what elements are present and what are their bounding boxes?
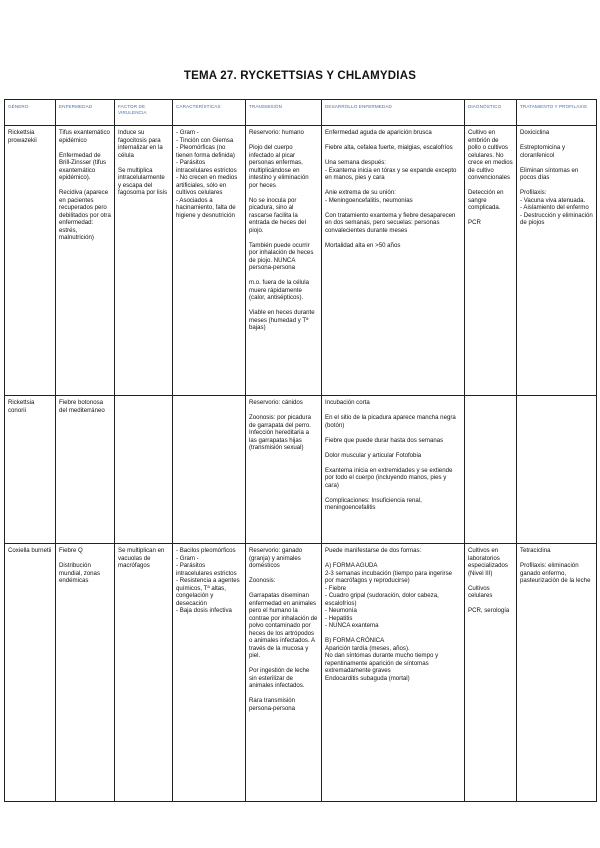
line-gap bbox=[468, 600, 513, 608]
line-gap bbox=[325, 429, 461, 437]
cell-text-line: - Gram - bbox=[176, 129, 199, 136]
cell-text-line: Coxiella burnetii bbox=[8, 547, 52, 554]
cell-text-line: - Parásitos intracelulares estrictos bbox=[176, 159, 237, 174]
cell-desarrollo bbox=[322, 396, 465, 544]
line-gap bbox=[249, 137, 318, 145]
line-gap bbox=[249, 234, 318, 242]
cell-text-line: Incubación corta bbox=[325, 399, 370, 406]
cell-text-line: - Hepatitis bbox=[325, 614, 353, 622]
cell-text-line: Estreptomicina y cloranfenicol bbox=[520, 144, 566, 159]
cell-factor bbox=[115, 544, 173, 802]
cell-text-line: - Meningoencefalitis, neumonías bbox=[325, 196, 413, 204]
cell-text-line: A) FORMA AGUDA bbox=[325, 562, 378, 569]
cell-text-line: Viable en heces durante meses (humedad y Tª bajas) bbox=[249, 309, 315, 331]
cell-text-line: Eliminan síntomas en pocos días bbox=[520, 166, 579, 181]
cell-text-line: Cultivos en laboratorios especializados (Nivel III) bbox=[468, 547, 508, 577]
cell-enfermedad bbox=[56, 396, 115, 544]
cell-text-line: Enfermedad aguda de aparición brusca bbox=[325, 129, 432, 136]
cell-text-line: - Gram - bbox=[176, 554, 199, 562]
line-gap bbox=[249, 690, 318, 698]
cell-text-line: Recidiva (aparece en pacientes recuperados pero debilitados por otra enfermedad: estrés, malnutrición) bbox=[59, 189, 111, 241]
cell-text-line: Por ingestión de leche sin esterilizar de animales infectados. bbox=[249, 667, 310, 689]
line-gap bbox=[118, 159, 169, 167]
cell-text-line: - Baja dosis infectiva bbox=[176, 607, 232, 614]
cell-factor bbox=[115, 126, 173, 396]
cell-tratamiento bbox=[517, 396, 597, 544]
cell-text-line: Exantema inicia en extremidades y se extiende por todo el cuerpo (incluyendo manos, pies y cara) bbox=[325, 466, 453, 489]
cell-text-line: - Asociados a hacinamiento, falta de higiene y desnutrición bbox=[176, 196, 236, 219]
table-row bbox=[5, 396, 597, 544]
cell-text-line: - Destrucción y eliminación de piojos bbox=[520, 211, 593, 226]
cell-text-line: - Parásitos intracelulares estrictos bbox=[176, 562, 237, 577]
line-gap bbox=[325, 407, 461, 415]
cell-tratamiento bbox=[517, 544, 597, 802]
cell-text-line: Zoonosis: bbox=[249, 577, 276, 584]
cell-text-line: Profilaxis: bbox=[520, 189, 547, 196]
line-gap bbox=[249, 272, 318, 280]
line-gap bbox=[249, 660, 318, 668]
line-gap bbox=[325, 234, 461, 242]
cell-text-line: - Vacuna viva atenuada. bbox=[520, 196, 586, 204]
line-gap bbox=[249, 570, 318, 578]
cell-text-line: Anie extrema de su unión: bbox=[325, 189, 396, 196]
cell-text-line: Puede manifestarse de dos formas: bbox=[325, 547, 422, 554]
cell-text-line: 2-3 semanas incubación (tiempo para ingerirse por macrófagos y reproducirse) bbox=[325, 569, 453, 584]
header-diagnostico: DIAGNÓSTICO bbox=[465, 100, 517, 126]
cell-text-line: Rickettsia prowazekii bbox=[8, 129, 37, 144]
cell-text-line: Fiebre alta, cefalea fuerte, mialgias, escalofríos bbox=[325, 144, 453, 151]
cell-diagnostico bbox=[465, 396, 517, 544]
cell-text-line: Dolor muscular y articular Fotofobia bbox=[325, 451, 422, 459]
cell-text-line: Garrapatas diseminan enfermedad en animales pero el humano la contrae por inhalación de polvo contaminado por heces de los artrópodos o animales infectados. A través de la mucosa y piel. bbox=[249, 592, 318, 659]
cell-transmision bbox=[246, 396, 322, 544]
cell-text-line: Mortalidad alta en >50 años bbox=[325, 241, 401, 249]
cell-desarrollo bbox=[322, 544, 465, 802]
line-gap bbox=[468, 577, 513, 585]
line-gap bbox=[325, 489, 461, 497]
line-gap bbox=[520, 159, 593, 167]
cell-text-line: También puede ocurrir por inhalación de heces de piojo. NUNCA persona-persona bbox=[249, 241, 314, 271]
cell-text-line: - Cuadro gripal (sudoración, dolor cabeza, escalofríos) bbox=[325, 592, 439, 607]
line-gap bbox=[325, 630, 461, 638]
line-gap bbox=[325, 137, 461, 145]
cell-text-line: - Exantema inicia en tórax y se expande excepto en manos, pies y cara bbox=[325, 166, 457, 181]
cell-text-line: Cultivo en embrión de pollo o cultivos celulares. No crece en medios de cultivo convencionales bbox=[468, 129, 513, 181]
line-gap bbox=[249, 189, 318, 197]
cell-text-line: Una semana después: bbox=[325, 159, 386, 166]
cell-text-line: - Bacilos pleomórficos bbox=[176, 547, 236, 554]
cell-text-line: Aparición tardía (meses, años). bbox=[325, 644, 410, 652]
cell-text-line: Profilaxis: eliminación ganado enfermo, pasteurización de la leche bbox=[520, 562, 591, 584]
table-header-row bbox=[5, 100, 597, 126]
cell-text-line: - No crecen en medios artificiales, sólo en cultivos celulares bbox=[176, 174, 238, 196]
cell-text-line: Complicaciones: Insuficiencia renal, meningoencefalitis bbox=[325, 496, 422, 511]
cell-text-line: Endocarditis subaguda (mortal) bbox=[325, 674, 410, 682]
cell-text-line: En el sitio de la picadura aparece mancha negra (botón) bbox=[325, 414, 456, 429]
line-gap bbox=[468, 212, 513, 220]
cell-factor bbox=[115, 396, 173, 544]
line-gap bbox=[325, 555, 461, 563]
header-transmision: TRANSMISIÓN bbox=[246, 100, 322, 126]
cell-text-line: Rickettsia conorii bbox=[8, 399, 35, 414]
cell-text-line: Se multiplican en vacuolas de macrófagos bbox=[118, 547, 165, 569]
line-gap bbox=[520, 555, 593, 563]
line-gap bbox=[520, 182, 593, 190]
cell-caracteristicas bbox=[173, 396, 246, 544]
header-genero: GÉNERO bbox=[5, 100, 56, 126]
cell-text-line: - Tinción con Giemsa bbox=[176, 136, 234, 144]
table-row bbox=[5, 544, 597, 802]
line-gap bbox=[249, 407, 318, 415]
cell-text-line: Tetraciclina bbox=[520, 547, 551, 554]
cell-text-line: - Pleomórficas (no tienen forma definida) bbox=[176, 144, 235, 159]
line-gap bbox=[59, 144, 111, 152]
line-gap bbox=[325, 444, 461, 452]
cell-text-line: Cultivos celulares bbox=[468, 584, 493, 599]
line-gap bbox=[325, 182, 461, 190]
cell-text-line: Piojo del cuerpo infectado al picar personas enfermas, multiplicándose en intestino y eliminación por heces bbox=[249, 144, 309, 189]
cell-text-line: PCR, serología bbox=[468, 607, 510, 614]
summary-table bbox=[4, 99, 597, 802]
cell-text-line: Reservorio: ganado (granja) y animales domésticos bbox=[249, 547, 303, 569]
header-desarrollo: DESARROLLO ENFERMEDAD bbox=[322, 100, 465, 126]
cell-text-line: Detección en sangre complicada. bbox=[468, 189, 504, 211]
cell-text-line: Reservorio: cánidos bbox=[249, 399, 303, 406]
line-gap bbox=[520, 137, 593, 145]
cell-text-line: - Neumonía bbox=[325, 607, 357, 614]
cell-text-line: PCR bbox=[468, 219, 481, 226]
table-row bbox=[5, 126, 597, 396]
cell-caracteristicas bbox=[173, 126, 246, 396]
line-gap bbox=[325, 152, 461, 160]
cell-enfermedad bbox=[56, 544, 115, 802]
cell-text-line: No se inocula por picadura, sino al rascarse facilita la entrada de heces del piojo. bbox=[249, 196, 306, 234]
cell-enfermedad bbox=[56, 126, 115, 396]
line-gap bbox=[468, 182, 513, 190]
cell-tratamiento bbox=[517, 126, 597, 396]
header-enfermedad: ENFERMEDAD bbox=[56, 100, 115, 126]
cell-caracteristicas bbox=[173, 544, 246, 802]
line-gap bbox=[59, 555, 111, 563]
cell-transmision bbox=[246, 544, 322, 802]
cell-text-line: m.o. fuera de la célula muere rápidamente (calor, antisépticos). bbox=[249, 279, 309, 301]
line-gap bbox=[325, 204, 461, 212]
line-gap bbox=[249, 585, 318, 593]
cell-text-line: Reservorio: humano bbox=[249, 129, 304, 136]
cell-text-line: Rara transmisión persona-persona bbox=[249, 697, 296, 712]
cell-diagnostico bbox=[465, 126, 517, 396]
cell-text-line: Distribución mundial, zonas endémicas bbox=[59, 562, 100, 584]
cell-genero bbox=[5, 126, 56, 396]
cell-text-line: Enfermedad de Brill-Zinsser (tifus exantemático epidémico). bbox=[59, 151, 107, 181]
cell-desarrollo bbox=[322, 126, 465, 396]
cell-text-line: Con tratamiento exantema y fiebre desaparecen en dos semanas, pero secuelas: personas convalecientes durante meses bbox=[325, 211, 456, 234]
cell-text-line: Fiebre que puede durar hasta dos semanas bbox=[325, 436, 444, 444]
cell-transmision bbox=[246, 126, 322, 396]
page-title: TEMA 27. RYCKETTSIAS Y CHLAMYDIAS bbox=[183, 70, 417, 82]
cell-genero bbox=[5, 396, 56, 544]
line-gap bbox=[59, 182, 111, 190]
cell-genero bbox=[5, 544, 56, 802]
cell-text-line: - Fiebre bbox=[325, 584, 346, 592]
cell-text-line: - NUNCA exantema bbox=[325, 622, 379, 629]
cell-text-line: Induce su fagocitosis para internalizar en la célula bbox=[118, 129, 163, 159]
cell-text-line: Doxiciclina bbox=[520, 129, 550, 136]
cell-text-line: - Aislamiento del enfermo bbox=[520, 204, 589, 211]
cell-text-line: No dan síntomas durante mucho tiempo y repentinamente aparición de síntomas extremadamente graves bbox=[325, 652, 439, 674]
cell-text-line: B) FORMA CRÓNICA bbox=[325, 637, 385, 644]
line-gap bbox=[249, 302, 318, 310]
cell-text-line: Fiebre botonosa del mediterráneo bbox=[59, 399, 105, 414]
cell-diagnostico bbox=[465, 544, 517, 802]
cell-text-line: Zoonosis: por picadura de garrapata del perro. Infección hereditaria a las garrapatas hijas (transmisión sexual) bbox=[249, 414, 311, 451]
header-tratamiento: TRATAMIENTO Y PROFILAXIS bbox=[517, 100, 597, 126]
cell-text-line: Tifus exantemático epidémico bbox=[59, 129, 110, 144]
header-factor-virulencia: FACTOR DE VIRULENCIA bbox=[115, 100, 173, 126]
line-gap bbox=[325, 459, 461, 467]
header-caracteristicas: CARACTERÍSTICAS bbox=[173, 100, 246, 126]
cell-text-line: Fiebre Q bbox=[59, 547, 83, 554]
cell-text-line: Se multiplica intracelularmente y escapa del fagosoma por lisis bbox=[118, 166, 168, 196]
cell-text-line: - Resistencia a agentes químicos, Tª altas, congelación y desecación bbox=[176, 577, 240, 607]
